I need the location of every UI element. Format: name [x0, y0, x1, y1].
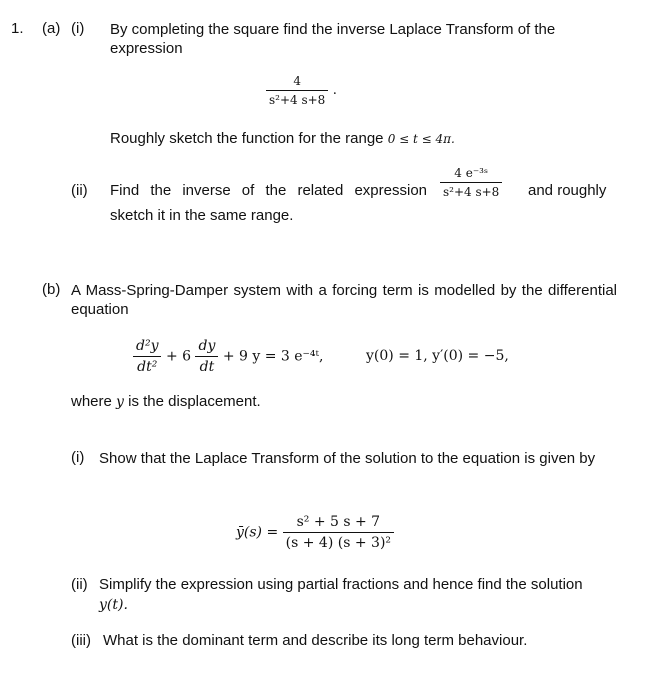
- part-a-i-expression: [266, 74, 337, 107]
- eq-rest: + 9 y = 3 e⁻⁴ᵗ,: [222, 348, 324, 365]
- part-b-ii-solution: y(t).: [99, 597, 128, 613]
- part-a-i-label: (i): [71, 20, 85, 37]
- expr-period: .: [332, 83, 337, 98]
- laplace-solution: [236, 514, 394, 551]
- question-number: 1.: [11, 20, 24, 37]
- part-a-ii-text-end: and roughly: [528, 182, 607, 199]
- part-b-label: (b): [42, 281, 61, 298]
- part-b-iii-label: (iii): [71, 632, 91, 649]
- differential-equation: [133, 338, 323, 375]
- part-b-text: A Mass-Spring-Damper system with a forcing term is modelled by the differential equation: [71, 282, 617, 318]
- eq-plus6: + 6: [165, 348, 192, 365]
- laplace-denominator: (s + 4) (s + 3)²: [285, 535, 392, 551]
- part-b-ii-label: (ii): [71, 576, 88, 593]
- part-a-ii-text-start: [110, 182, 430, 199]
- laplace-lhs: ȳ(s) =: [236, 524, 279, 541]
- part-a-label: (a): [42, 20, 61, 37]
- part-b-i-label: (i): [71, 449, 85, 466]
- expr-ii-numerator: 4 e⁻³ˢ: [440, 166, 502, 183]
- part-a-ii-text-line2: sketch it in the same range.: [110, 207, 294, 224]
- part-a-i-text: By completing the square find the inverse Laplace Transform of the expression: [110, 21, 556, 57]
- expr-numerator: 4: [266, 74, 328, 91]
- where-variable: y: [116, 394, 124, 410]
- part-b-i-text: Show that the Laplace Transform of the solution to the equation is given by: [99, 450, 596, 467]
- sketch-text: Roughly sketch the function for the range: [110, 130, 384, 147]
- part-a-i-sketch: [110, 130, 455, 147]
- where-rest: is the displacement.: [128, 393, 261, 410]
- part-b-iii-text: What is the dominant term and describe its long term behaviour.: [103, 632, 528, 649]
- expr-ii-denominator: s²+4 s+8: [443, 185, 500, 199]
- eq-dt: dt: [199, 359, 215, 375]
- part-a-ii-expression: [440, 166, 502, 199]
- sketch-range: 0 ≤ t ≤ 4π.: [387, 132, 455, 146]
- initial-conditions: y(0) = 1, y′(0) = −5,: [366, 348, 509, 364]
- eq-dt2: dt²: [137, 359, 158, 375]
- where-line: [71, 393, 261, 410]
- part-a-ii-label: (ii): [71, 182, 88, 199]
- part-a-ii-phrase: Find the inverse of the related expression: [110, 182, 427, 199]
- where-word: where: [71, 393, 112, 410]
- expr-denominator: s²+4 s+8: [269, 93, 326, 107]
- eq-d2y: d²y: [133, 338, 161, 357]
- laplace-numerator: s² + 5 s + 7: [283, 514, 394, 533]
- part-b-ii-text: Simplify the expression using partial fractions and hence find the solution: [99, 576, 583, 593]
- eq-dy: dy: [195, 338, 218, 357]
